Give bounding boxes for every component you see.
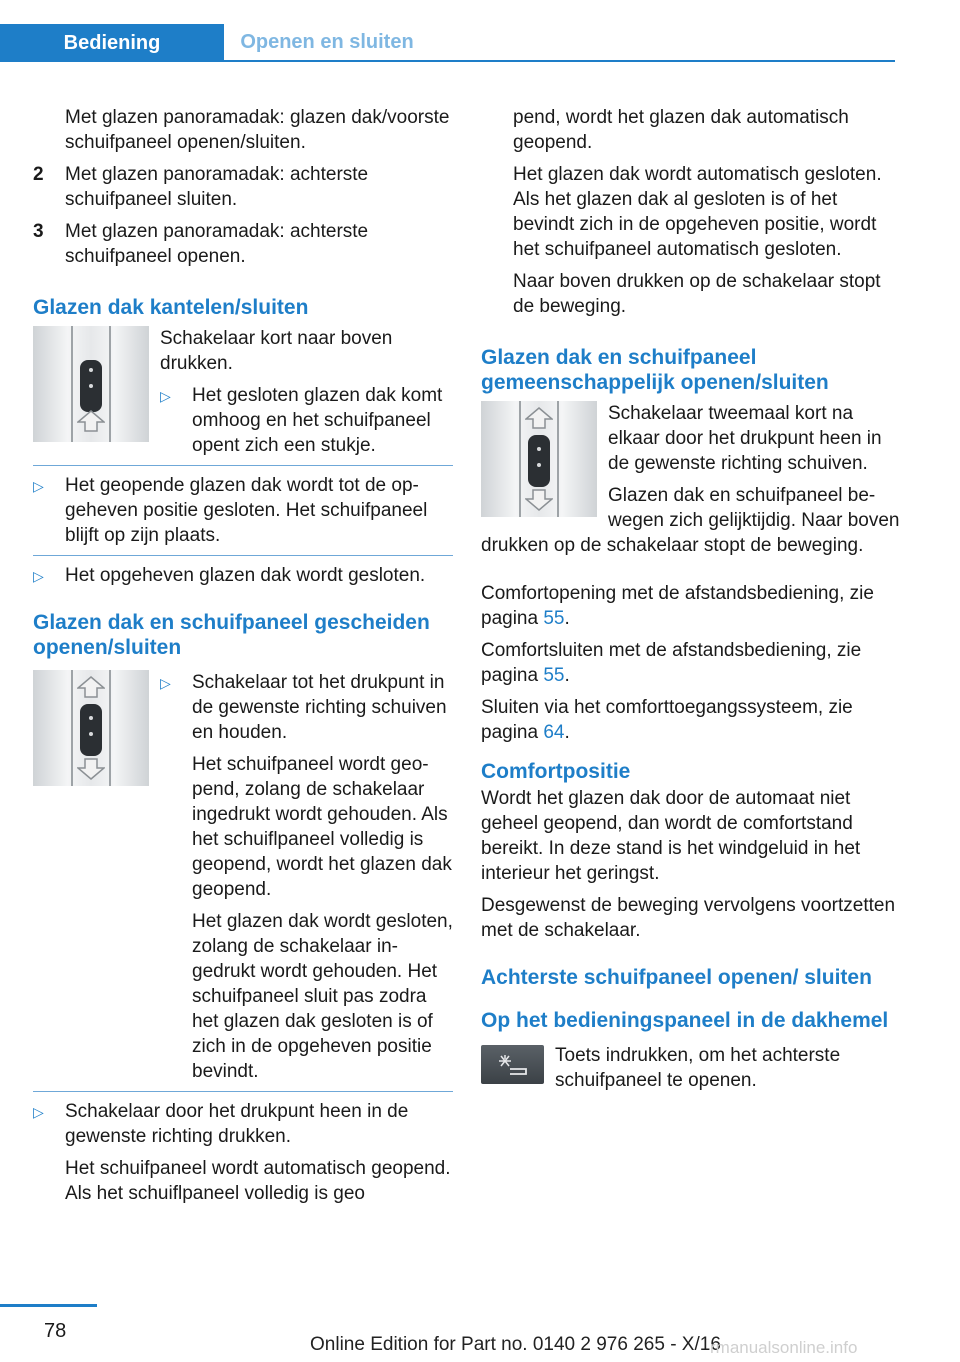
footer-rule <box>0 1304 97 1307</box>
paragraph: Schakelaar tweemaal kort na elkaar door het drukpunt heen in de gewenste richting schuiven. <box>608 403 882 474</box>
page-link[interactable]: 55 <box>543 665 565 686</box>
rear-block <box>481 1043 901 1100</box>
arrow-down-icon <box>77 758 105 780</box>
left-column <box>33 105 453 1213</box>
right-column <box>481 105 901 1100</box>
cross-reference: Comfortsluiten met de afstandsbediening, zie pagina 55. <box>481 640 862 686</box>
triangle-bullet-icon: ▷ <box>160 388 171 404</box>
header-rule <box>224 60 895 62</box>
arrow-up-icon <box>77 410 105 432</box>
list-item-3 <box>33 219 453 269</box>
bullet-item <box>33 1091 453 1213</box>
item-number: 2 <box>33 164 44 185</box>
bullet-text: Het gesloten glazen dak komt omhoog en het schuifpaneel opent zich een stukje. <box>192 385 443 456</box>
subsection-title-roof-panel: Op het bedieningspaneel in de dakhemel <box>481 1009 889 1032</box>
bullet-text: Het glazen dak wordt gesloten, zolang de schakelaar ingedrukt wordt gehouden. Het schuifpaneel sluit pas zodra het glazen dak gesloten is of zich in de opgeheven positie bevindt. <box>192 911 453 1082</box>
bullet-text: Het schuifpaneel wordt automatisch geopend. Als het schuiflpaneel volledig is geo <box>65 1158 451 1204</box>
chapter-tab-active[interactable]: Bediening <box>0 24 224 62</box>
paragraph: Desgewenst de beweging vervolgens voortzetten met de schakelaar. <box>481 895 896 941</box>
bullet-item <box>33 465 453 555</box>
paragraph: Toets indrukken, om het achterste schuifpaneel te openen. <box>555 1045 841 1091</box>
section-title-together: Glazen dak en schuifpaneel gemeenschappelijk openen/sluiten <box>481 346 829 394</box>
bullet-item <box>33 555 453 596</box>
switch-updown-image <box>481 401 597 517</box>
tilt-block <box>33 326 453 465</box>
item-text: Met glazen panoramadak: achterste schuifpaneel openen. <box>65 221 369 267</box>
arrow-up-icon <box>77 676 105 698</box>
chapter-tab-section[interactable]: Openen en sluiten <box>240 30 414 53</box>
bullet-item <box>160 383 453 465</box>
page-number: 78 <box>44 1320 67 1342</box>
tilt-intro: Schakelaar kort naar boven drukken. <box>160 328 393 374</box>
arrow-down-icon <box>525 489 553 511</box>
switch-updown-image <box>33 670 149 786</box>
bullet-text: Schakelaar door het drukpunt heen in de gewenste richting drukken. <box>65 1101 409 1147</box>
section-title-rear: Achterste schuifpaneel openen/ sluiten <box>481 966 872 989</box>
cross-reference: Comfortopening met de afstandsbediening, zie pagina 55. <box>481 583 874 629</box>
item-number: 3 <box>33 221 44 242</box>
triangle-bullet-icon: ▷ <box>33 478 44 494</box>
paragraph: Wordt het glazen dak door de automaat niet geheel geopend, dan wordt de comfortstand bereikt. In deze stand is het windgeluid in het interieur het geringst. <box>481 788 861 884</box>
arrow-up-icon <box>525 407 553 429</box>
triangle-bullet-icon: ▷ <box>33 568 44 584</box>
intro-paragraph: Met glazen panoramadak: glazen dak/voorste schuifpaneel openen/sluiten. <box>65 107 450 153</box>
section-title-comfort: Comfortpositie <box>481 760 631 783</box>
bullet-item <box>160 670 453 1091</box>
triangle-bullet-icon: ▷ <box>160 675 171 691</box>
watermark: rmanualsonline.info <box>710 1338 858 1357</box>
sunroof-button-icon <box>496 1053 530 1077</box>
section-title-separate: Glazen dak en schuifpaneel gescheiden openen/sluiten <box>33 611 430 659</box>
list-item-2 <box>33 162 453 212</box>
bullet-text: Het geopende glazen dak wordt tot de opgeheven positie gesloten. Het schuifpaneel blijft op zijn plaats. <box>65 475 428 546</box>
rear-panel-button-image <box>481 1045 544 1084</box>
separate-block <box>33 670 453 1091</box>
switch-up-image <box>33 326 149 442</box>
edition-text: Online Edition for Part no. 0140 2 976 265 - X/16 <box>310 1334 721 1355</box>
item-text: Met glazen panoramadak: achterste schuifpaneel sluiten. <box>65 164 369 210</box>
together-block <box>481 401 901 565</box>
paragraph: Het glazen dak wordt automatisch gesloten. Als het glazen dak al gesloten is of het bevindt zich in de opgeheven positie, wordt het schuifpaneel automatisch gesloten. <box>513 164 882 260</box>
section-title-tilt: Glazen dak kantelen/sluiten <box>33 296 309 319</box>
bullet-text: Het schuifpaneel wordt geopend, zolang de schakelaar ingedrukt wordt gehouden. Als het schuiflpaneel volledig is geopend, wordt het glazen dak geopend. <box>192 754 452 900</box>
page-link[interactable]: 55 <box>543 608 565 629</box>
triangle-bullet-icon: ▷ <box>33 1104 44 1120</box>
bullet-text: Het opgeheven glazen dak wordt gesloten. <box>65 565 426 586</box>
continued-paragraph: pend, wordt het glazen dak automatisch geopend. <box>513 107 849 153</box>
page-link[interactable]: 64 <box>543 722 565 743</box>
cross-reference: Sluiten via het comforttoegangssysteem, zie pagina 64. <box>481 697 853 743</box>
page-header <box>0 0 895 62</box>
paragraph: Naar boven drukken op de schakelaar stopt de beweging. <box>513 271 881 317</box>
bullet-text: Schakelaar tot het drukpunt in de gewenste richting schuiven en houden. <box>192 672 447 743</box>
paragraph: Glazen dak en schuifpaneel bewegen zich gelijktijdig. Naar boven drukken op de schakelaar stopt de beweging. <box>481 485 900 556</box>
